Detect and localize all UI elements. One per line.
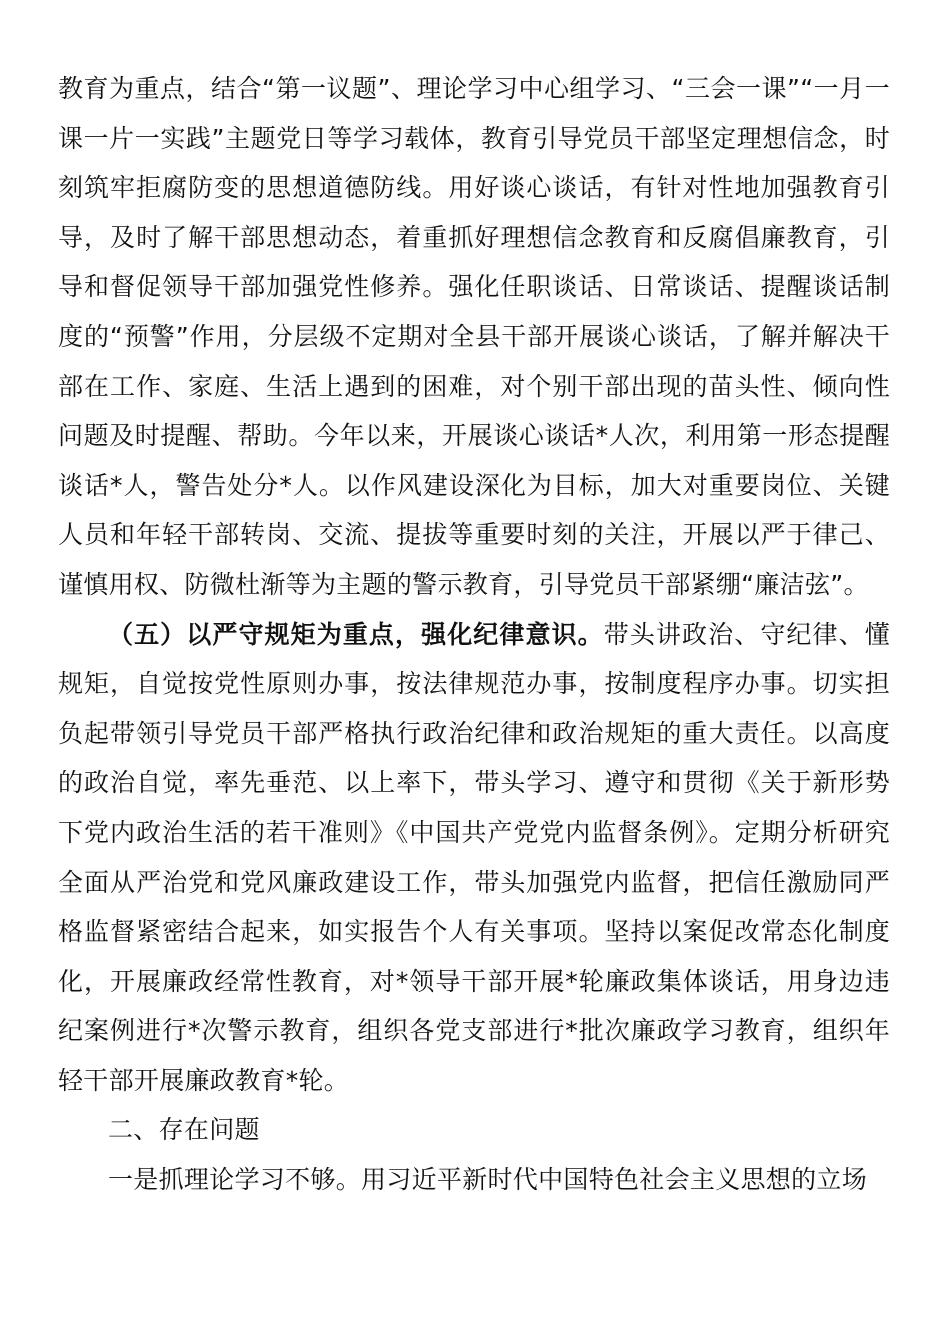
paragraph-discipline bbox=[58, 610, 890, 1106]
paragraph-discipline-body: 带头讲政治、守纪律、懂规矩，自觉按党性原则办事，按法律规范办事，按制度程序办事。切实担负起带领引导党员干部严格执行政治纪律和政治规矩的重大责任。以高度的政治自觉，率先垂范、以上率下，带头学习、遵守和贯彻《关于新形势下党内政治生活的若干准则》《中国共产党党内监督条例》。定期分析研究全面从严治党和党风廉政建设工作，带头加强党内监督，把信任激励同严格监督紧密结合起来，如实报告个人有关事项。坚持以案促改常态化制度化，开展廉政经常性教育，对*领导干部开展*轮廉政集体谈话，用身边违纪案例进行*次警示教育，组织各党支部进行*批次廉政学习教育，组织年轻干部开展廉政教育*轮。 bbox=[58, 619, 890, 1095]
section-title-problems: 二、存在问题 bbox=[108, 1115, 260, 1145]
subheading-discipline: （五）以严守规矩为重点，强化纪律意识。 bbox=[108, 619, 604, 649]
document-page bbox=[58, 64, 890, 1205]
paragraph-problem-one: 一是抓理论学习不够。用习近平新时代中国特色社会主义思想的立场 bbox=[108, 1165, 868, 1195]
paragraph-education: 教育为重点，结合“第一议题”、理论学习中心组学习、“三会一课”“一月一课一片一实践”主题党日等学习载体，教育引导党员干部坚定理想信念，时刻筑牢拒腐防变的思想道德防线。用好谈心谈话，有针对性地加强教育引导，及时了解干部思想动态，着重抓好理想信念教育和反腐倡廉教育，引导和督促领导干部加强党性修养。强化任职谈话、日常谈话、提醒谈话制度的“预警”作用，分层级不定期对全县干部开展谈心谈话，了解并解决干部在工作、家庭、生活上遇到的困难，对个别干部出现的苗头性、倾向性问题及时提醒、帮助。今年以来，开展谈心谈话*人次，利用第一形态提醒谈话*人，警告处分*人。以作风建设深化为目标，加大对重要岗位、关键人员和年轻干部转岗、交流、提拔等重要时刻的关注，开展以严于律己、谨慎用权、防微杜渐等为主题的警示教育，引导党员干部紧绷“廉洁弦”。 bbox=[58, 74, 890, 599]
